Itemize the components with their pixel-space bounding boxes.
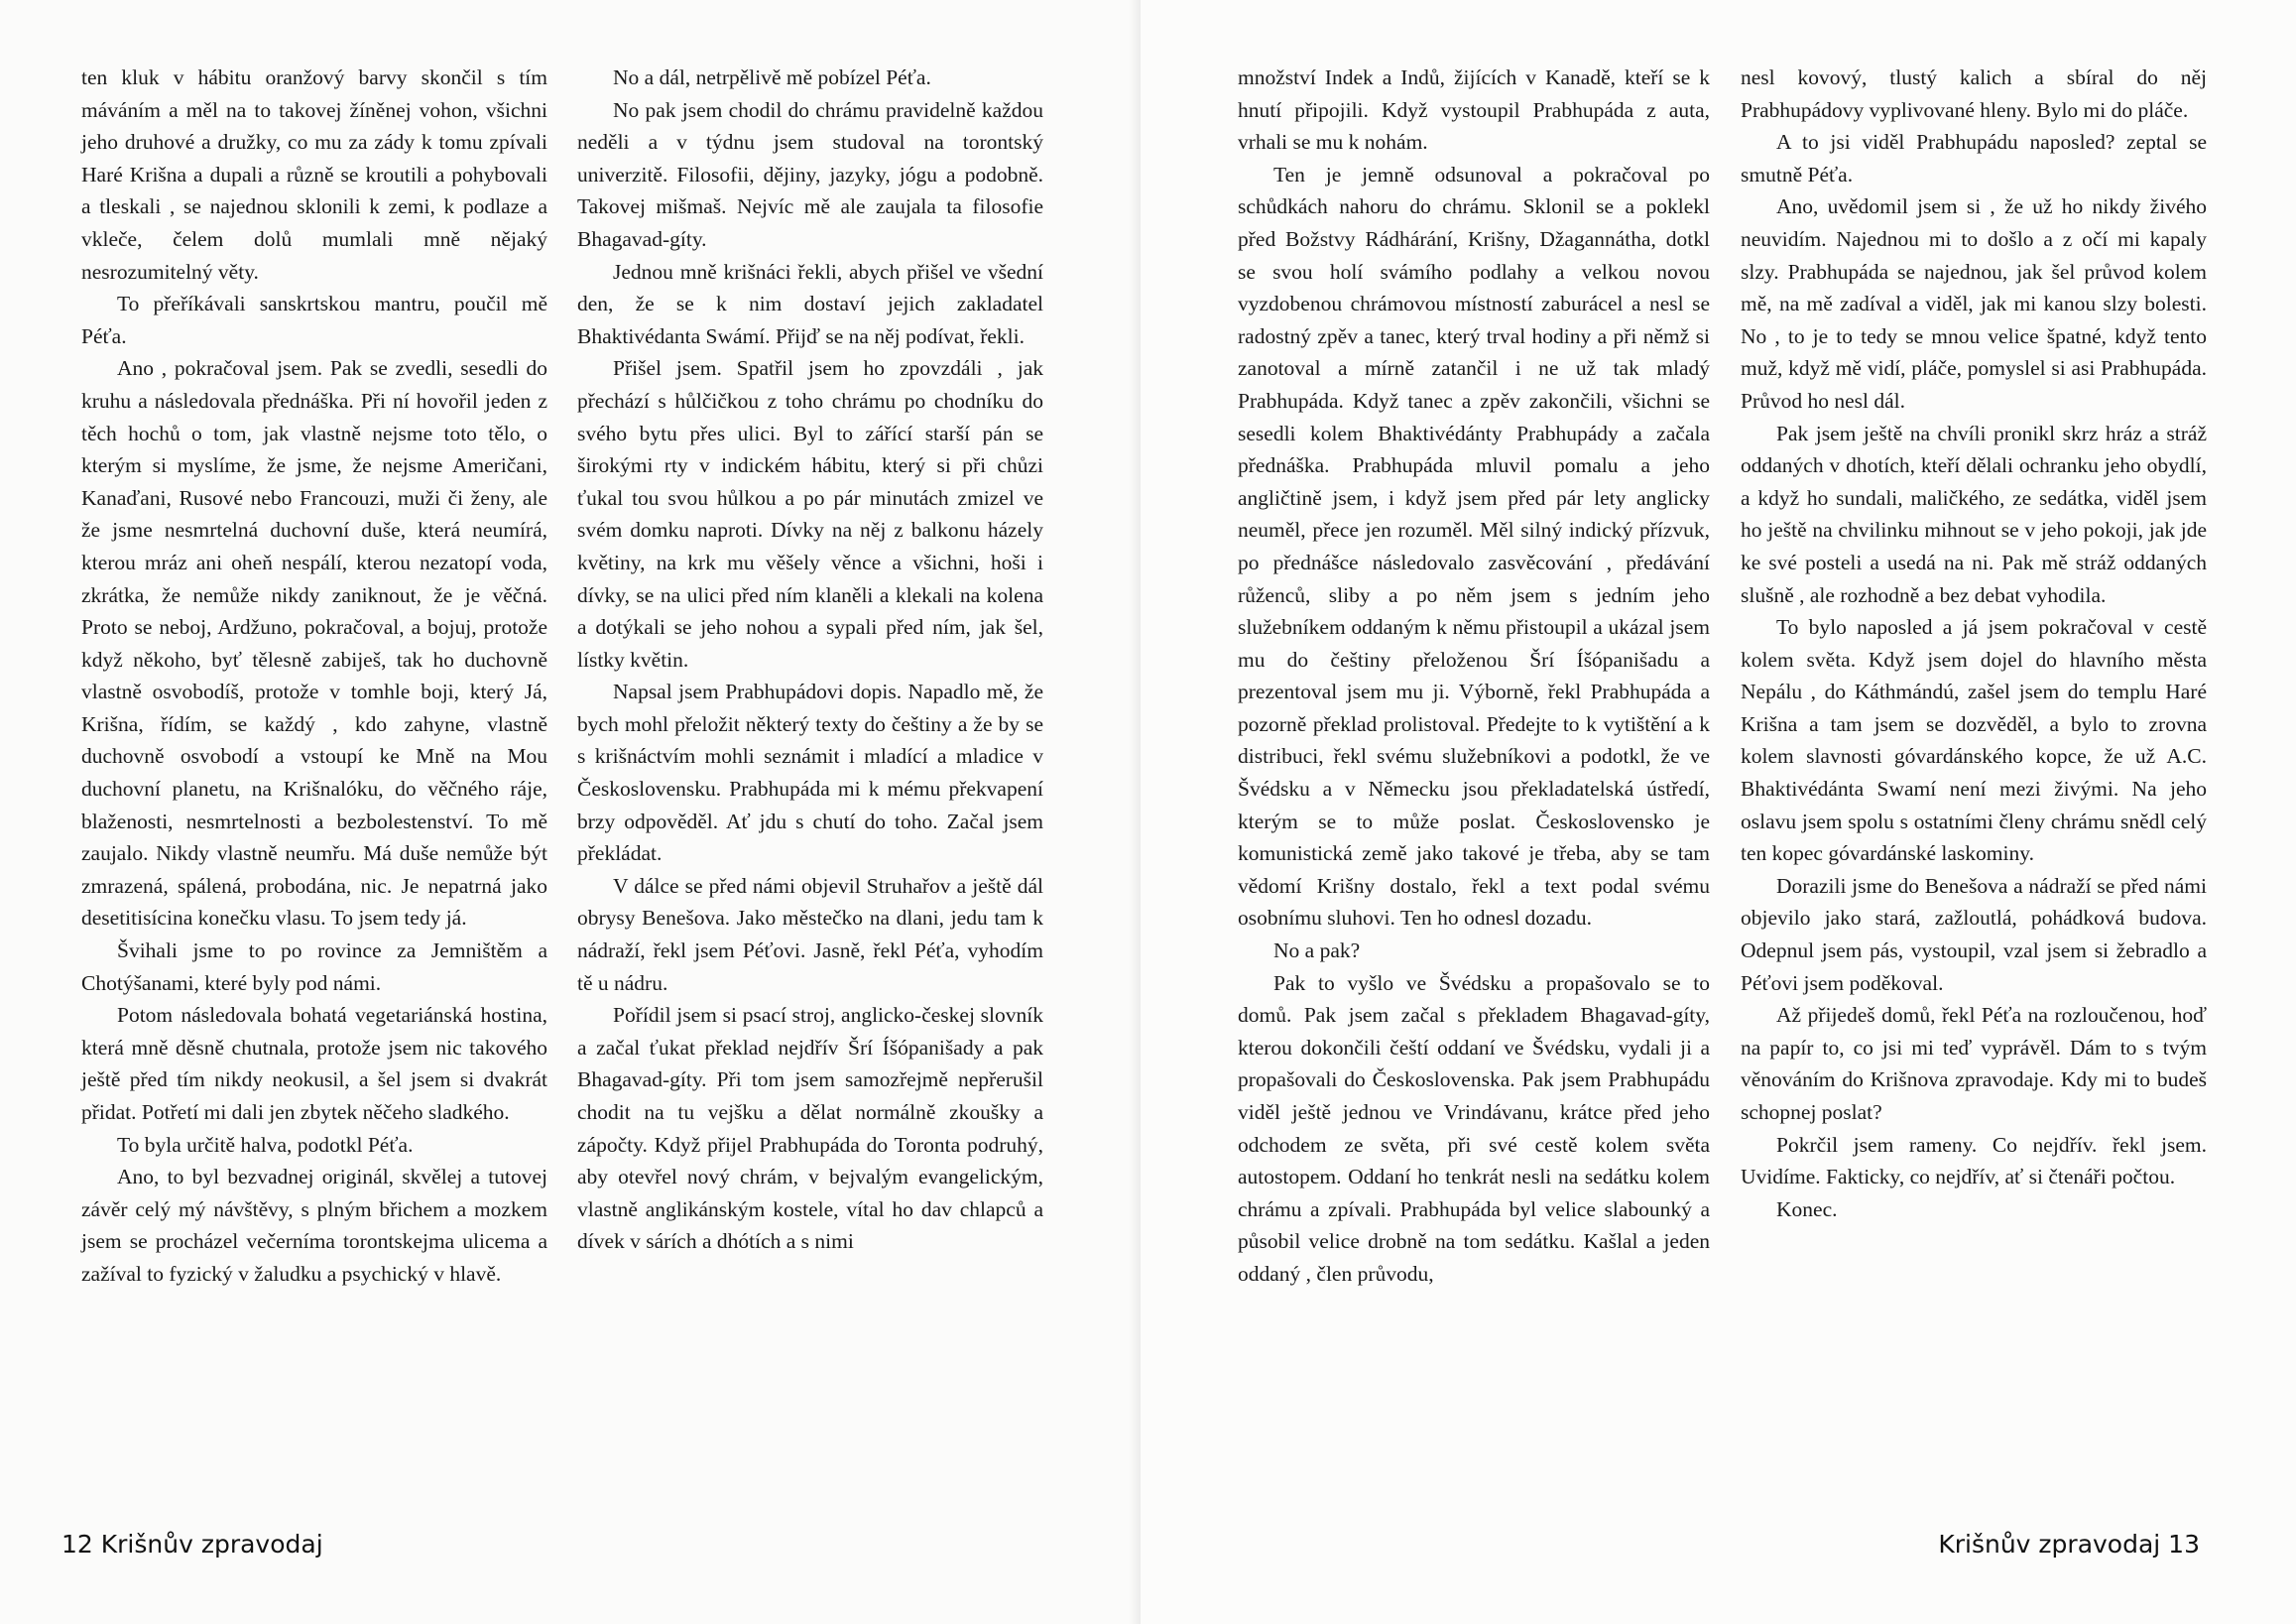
paragraph: Potom následovala bohatá vegetariánská hostina, která mně děsně chutnala, protože jsem nic takového ještě před tím nikdy neokusil, a šel jsem si dvakrát přidat. Potřetí mi dali jen zbytek něčeho sladkého. [81,1003,547,1124]
paragraph: To bylo naposled a já jsem pokračoval v cestě kolem světa. Když jsem dojel do hlavního města Nepálu , do Káthmándú, zašel jsem do templu Haré Krišna a tam jsem se dozvěděl, a bylo to zrovna kolem slavnosti góvardánského kopce, že už A.C. Bhaktivédánta Swamí není mezi živými. Na jeho oslavu jsem spolu s ostatními členy chrámu snědl celý ten kopec góvardánské laskominy. [1741,615,2207,866]
paragraph: Konec. [1776,1196,1838,1221]
left-page [0,0,1141,1624]
page-number-footer: Krišnův zpravodaj 13 [1938,1530,2200,1559]
right-page [1141,0,2296,1624]
left-page-column-1 [81,62,547,1291]
paragraph: V dálce se před námi objevil Struhařov a ještě dál obrysy Benešova. Jako městečko na dlani, jedu tam k nádraží, řekl jsem Péťovi. Jasně, řekl Péťa, vyhodím tě u nádru. [577,873,1043,995]
paragraph: ten kluk v hábitu oranžový barvy skončil s tím máváním a měl na to takovej žíněnej vohon, všichni jeho druhové a družky, co mu za zády k tomu zpívali Haré Krišna a dupali a různě se kroutili a pohybovali a tleskali , se najednou sklonili k zemi, k podlaze a vkleče, čelem dolů mumlali mně nějaký nesrozumitelný věty. [81,65,547,284]
left-page-column-2 [577,62,1043,1258]
right-page-column-2 [1741,62,2207,1225]
paragraph: Jednou mně krišnáci řekli, abych přišel ve všední den, že se k nim dostaví jejich zakladatel Bhaktivédanta Swámí. Přijď se na něj podívat, řekli. [577,259,1043,348]
page-number-footer: 12 Krišnův zpravodaj [61,1530,323,1559]
paragraph: Pak to vyšlo ve Švédsku a propašovalo se to domů. Pak jsem začal s překladem Bhagavad-gíty, kterou dokončili čeští oddaní ve Švédsku, vydali ji a propašovali do Československa. Pak jsem Prabhupádu viděl ještě jednou ve Vrindávanu, krátce před jeho odchodem ze světa, při své cestě kolem světa autostopem. Oddaní ho tenkrát nesli na sedátku kolem chrámu a zpívali. Prabhupáda byl velice slabounký a působil velice drobně na tom sedátku. Kašlal a jeden oddaný , člen průvodu, [1238,970,1710,1286]
paragraph: No a pak? [1273,938,1361,963]
paragraph: A to jsi viděl Prabhupádu naposled? zeptal se smutně Péťa. [1741,130,2207,187]
paragraph: Napsal jsem Prabhupádovi dopis. Napadlo mě, že bych mohl přeložit některý texty do češtiny a že by se s krišnáctvím mohli seznámit i mladící a mladice v Československu. Prabhupáda mi k mému překvapení brzy odpověděl. Ať jdu s chutí do toho. Začal jsem překládat. [577,680,1043,866]
paragraph: nesl kovový, tlustý kalich a sbíral do něj Prabhupádovy vyplivované hleny. Bylo mi do pláče. [1741,65,2207,122]
paragraph: Ano, uvědomil jsem si , že už ho nikdy živého neuvidím. Najednou mi to došlo a z očí mi kapaly slzy. Prabhupáda se najednou, jak šel průvod kolem mě, na mě zadíval a viděl, jak mi kanou slzy bolesti. No , to je to tedy se mnou velice špatné, když tento muž, když mě vidí, pláče, pomyslel si asi Prabhupáda. Průvod ho nesl dál. [1741,194,2207,413]
paragraph: Ano , pokračoval jsem. Pak se zvedli, sesedli do kruhu a následovala přednáška. Při ní hovořil jeden z těch hochů o tom, jak vlastně nejsme toto tělo, o kterým si myslíme, že jsme, že nejsme Američani, Kanaďani, Rusové nebo Francouzi, muži či ženy, ale že jsme nesmrtelná duchovní duše, která neumírá, kterou mráz ani oheň nespálí, kterou nezatopí voda, zkrátka, že nemůže nikdy zaniknout, že je věčná. Proto se neboj, Ardžuno, pokračoval, a bojuj, protože když někoho, byť tělesně zabiješ, tak ho duchovně vlastně osvobodíš, protože v tomhle boji, který Já, Krišna, řídím, se každý , kdo zahyne, vlastně duchovně osvobodí a vstoupí ke Mně na Mou duchovní planetu, na Krišnalóku, do věčného ráje, blaženosti, nesmrtelnosti a bezbolestenství. To mě zaujalo. Nikdy vlastně neumřu. Má duše nemůže být zmrazená, spálená, probodána, nic. Je nepatrná jako desetitisícina konečku vlasu. To jsem tedy já. [81,356,547,931]
paragraph: Švihali jsme to po rovince za Jemništěm a Chotýšanami, které byly pod námi. [81,938,547,995]
right-page-column-1 [1238,62,1710,1291]
paragraph: No a dál, netrpělivě mě pobízel Péťa. [613,65,931,89]
paragraph: To byla určitě halva, podotkl Péťa. [117,1132,414,1157]
paragraph: Až přijedeš domů, řekl Péťa na rozloučenou, hoď na papír to, co jsi mi teď vyprávěl. Dám to s tvým věnováním do Krišnova zpravodaje. Kdy mi to budeš schopnej poslat? [1741,1003,2207,1124]
paragraph: To přeříkávali sanskrtskou mantru, poučil mě Péťa. [81,292,547,348]
paragraph: Pořídil jsem si psací stroj, anglicko-českej slovník a začal ťukat překlad nejdřív Šrí Íšópanišady a pak Bhagavad-gíty. Při tom jsem samozřejmě nepřerušil chodit na tu vejšku a dělat normálně zkoušky a zápočty. Když přijel Prabhupáda do Toronta podruhý, aby otevřel nový chrám, v bejvalým evangelickým, vlastně anglikánským kostele, vítal ho dav chlapců a dívek v sárích a dhótích a s nimi [577,1003,1043,1254]
paragraph: Ano, to byl bezvadnej originál, skvělej a tutovej závěr celý mý návštěvy, s plným břichem a mozkem jsem se procházel večerníma torontskejma ulicema a zažíval to fyzický v žaludku a psychický v hlavě. [81,1165,547,1286]
paragraph: Dorazili jsme do Benešova a nádraží se před námi objevilo jako stará, zažloutlá, pohádková budova. Odepnul jsem pás, vystoupil, vzal jsem si žebradlo a Péťovi jsem poděkoval. [1741,873,2207,995]
paragraph: Pokrčil jsem rameny. Co nejdřív. řekl jsem. Uvidíme. Fakticky, co nejdřív, ať si čtenáři počtou. [1741,1132,2207,1189]
paragraph: množství Indek a Indů, žijících v Kanadě, kteří se k hnutí připojili. Když vystoupil Prabhupáda z auta, vrhali se mu k nohám. [1238,65,1710,155]
paragraph: Ten je jemně odsunoval a pokračoval po schůdkách nahoru do chrámu. Sklonil se a poklekl před Božstvy Rádhárání, Krišny, Džagannátha, dotkl se svou holí svámího podlahy a velkou novou vyzdobenou chrámovou místností zaburácel a nesl se radostný zpěv a tanec, který trval hodiny a při němž si zanotoval a mírně zatančil i ne už tak mladý Prabhupáda. Když tanec a zpěv zakončili, všichni se sesedli kolem Bhaktivédánty Prabhupády a začala přednáška. Prabhupáda mluvil pomalu a jeho angličtině jsem, i když jsem před pár lety anglicky neuměl, přece jen rozuměl. Měl silný indický přízvuk, po přednášce následovalo zasvěcování , předávání růženců, sliby a po něm jsem s jedním jeho služebníkem oddaným k němu přistoupil a ukázal jsem mu do češtiny přeloženou Šrí Íšópanišadu a prezentoval jsem mu ji. Výborně, řekl Prabhupáda a pozorně překlad prolistoval. Předejte to k vytištění a k distribuci, řekl svému služebníkovi a podotkl, že ve Švédsku a v Německu jsou překladatelská ústředí, kterým se to může poslat. Československo je komunistická země jako takové je třeba, aby se tam vědomí Krišny dostalo, řekl a text podal svému osobnímu sluhovi. Ten ho odnesl dozadu. [1238,162,1710,931]
paragraph: No pak jsem chodil do chrámu pravidelně každou neděli a v týdnu jsem studoval na torontský univerzitě. Filosofii, dějiny, jazyky, jógu a podobně. Takovej mišmaš. Nejvíc mě ale zaujala ta filosofie Bhagavad-gíty. [577,97,1043,251]
paragraph: Pak jsem ještě na chvíli pronikl skrz hráz a stráž oddaných v dhotích, kteří dělali ochranku jeho obydlí, a když ho sundali, maličkého, ze sedátka, viděl jsem ho ještě na chvilinku mihnout se v jeho pokoji, jak jde ke své posteli a usedá na ni. Pak mě stráž oddaných slušně , ale rozhodně a bez debat vyhodila. [1741,421,2207,607]
paragraph: Přišel jsem. Spatřil jsem ho zpovzdáli , jak přechází s hůlčičkou z toho chrámu po chodníku do svého bytu přes ulici. Byl to zářící starší pán se širokými rty v indickém hábitu, který si při chůzi ťukal tou svou hůlkou a po pár minutách zmizel ve svém domku naproti. Dívky na něj z balkonu házely květiny, na krk mu věšely věnce a všichni, hoši i dívky, se na ulici před ním klaněli a klekali na kolena a dotýkali se jeho nohou a sypali před ním, jak šel, lístky květin. [577,356,1043,672]
